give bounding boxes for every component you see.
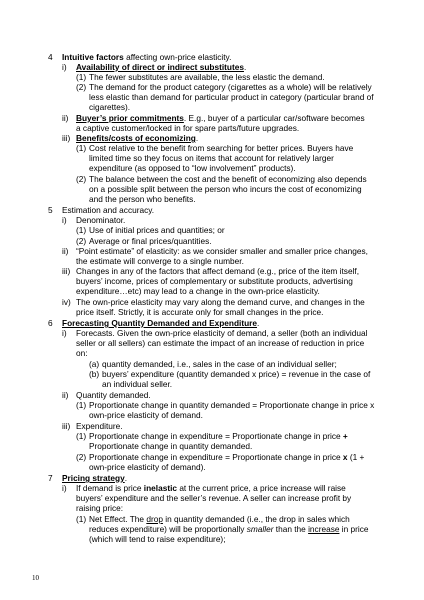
section-4-number: 4 [48,52,53,62]
s5-i-marker: i) [62,215,67,225]
s5-ii-text-line-1: “Point estimate” of elasticity: as we consider smaller and smaller price changes, [76,246,368,256]
section-6-number: 6 [48,318,53,328]
s4-i-2-text-line-1: The demand for the product category (cigarettes as a whole) will be relatively [89,82,372,92]
s4-iii-1-text-line-1: Cost relative to the benefit from searching for better prices. Buyers have [89,143,354,153]
section-4-heading: Intuitive factors affecting own-price elasticity. [62,52,232,62]
s4-iii-heading: Benefits/costs of economizing. [76,133,199,143]
s5-iii-text-line-3: expenditure…etc) may lead to a change in the own-price elasticity. [76,286,320,296]
page-number: 10 [32,574,39,582]
s6-i-marker: i) [62,328,67,338]
s6-ii-1-text-line-1: Proportionate change in quantity demanded = Proportionate change in price x [89,400,375,410]
s4-i-2-text-line-3: cigarettes). [89,102,131,112]
s6-i-b-text-line-2: an individual seller. [102,379,173,389]
s5-iv-marker: iv) [62,297,71,307]
s5-iii-text-line-1: Changes in any of the factors that affect demand (e.g., price of the item itself, [76,266,360,276]
s6-ii-marker: ii) [62,390,69,400]
section-5-heading: Estimation and accuracy. [62,205,155,215]
s6-ii-text: Quantity demanded. [76,390,151,400]
s5-i-1-marker: (1) [76,225,87,235]
section-6-heading: Forecasting Quantity Demanded and Expenditure. [62,318,260,328]
s4-ii-text-line-1: Buyer’s prior commitments. E.g., buyer of a particular car/software becomes [76,113,365,123]
s7-i-1-text-line-3: (which will tend to raise expenditure); [89,534,226,544]
s7-i-1-marker: (1) [76,514,87,524]
s6-ii-1-text-line-2: own-price elasticity of demand. [89,410,203,420]
s4-i-2-marker: (2) [76,82,87,92]
s6-iii-2-text-line-1: Proportionate change in expenditure = Proportionate change in price x (1 + [89,452,365,462]
s6-i-text-line-2: seller or all sellers) can estimate the impact of an increase of reduction in price [76,338,365,348]
s6-iii-1-text-line-1: Proportionate change in expenditure = Proportionate change in price + [89,431,348,441]
s4-iii-2-text-line-3: and the person who benefits. [89,194,196,204]
s6-ii-1-marker: (1) [76,400,87,410]
s5-iv-text-line-1: The own-price elasticity may vary along the demand curve, and changes in the [76,297,365,307]
s7-i-text-line-2: buyers’ expenditure and the seller’s revenue. A seller can increase profit by [76,493,352,503]
s7-i-marker: i) [62,483,67,493]
s5-iii-marker: iii) [62,266,71,276]
s6-i-b-text-line-1: buyers’ expenditure (quantity demanded x price) = revenue in the case of [102,369,371,379]
s6-i-a-text: quantity demanded, i.e., sales in the case of an individual seller; [102,359,337,369]
s4-i-2-text-line-2: less elastic than demand for particular product in category (particular brand of [89,92,374,102]
s4-i-marker: i) [62,62,67,72]
s4-i-heading: Availability of direct or indirect substitutes. [76,62,247,72]
s6-iii-2-marker: (2) [76,452,87,462]
s5-iii-text-line-2: buyers’ income, prices of complementary or substitute products, advertising [76,276,353,286]
s6-iii-1-text-line-2: Proportionate change in quantity demanded. [89,441,253,451]
s4-iii-2-text-line-1: The balance between the cost and the benefit of economizing also depends [89,174,367,184]
section-7-number: 7 [48,473,53,483]
s4-iii-2-text-line-2: on a possible split between the person who incurs the cost of economizing [89,184,362,194]
s4-iii-1-text-line-2: limited time so they focus on items that account for relatively larger [89,153,334,163]
s6-iii-2-text-line-2: own-price elasticity of demand). [89,462,206,472]
s6-i-text-line-1: Forecasts. Given the own-price elasticity of demand, a seller (both an individual [76,328,368,338]
s7-i-1-text-line-1: Net Effect. The drop in quantity demanded (i.e., the drop in sales which [89,514,350,524]
s4-ii-text-line-2: a captive customer/locked in for spare parts/future upgrades. [76,123,300,133]
s6-i-text-line-3: on: [76,348,88,358]
section-5-number: 5 [48,205,53,215]
s6-iii-1-marker: (1) [76,431,87,441]
s4-iii-1-marker: (1) [76,143,87,153]
s6-i-b-marker: (b) [89,369,100,379]
s4-iii-marker: iii) [62,133,71,143]
s5-ii-text-line-2: the estimate will converge to a single number. [76,256,244,266]
s6-i-a-marker: (a) [89,359,100,369]
s7-i-text-line-3: raising price: [76,503,124,513]
s6-iii-marker: iii) [62,421,71,431]
s6-iii-text: Expenditure. [76,421,123,431]
s4-i-1-text: The fewer substitutes are available, the less elastic the demand. [89,72,325,82]
s7-i-text-line-1: If demand is price inelastic at the current price, a price increase will raise [76,483,346,493]
s4-iii-2-marker: (2) [76,174,87,184]
s4-ii-marker: ii) [62,113,69,123]
s4-i-1-marker: (1) [76,72,87,82]
s5-i-1-text: Use of initial prices and quantities; or [89,225,225,235]
s7-i-1-text-line-2: reduces expenditure) will be proportionally smaller than the increase in price [89,524,369,534]
s5-i-text: Denominator. [76,215,126,225]
s5-i-2-marker: (2) [76,236,87,246]
section-7-heading: Pricing strategy. [62,473,128,483]
s4-iii-1-text-line-3: expenditure (as opposed to “low involvement” products). [89,163,296,173]
s5-ii-marker: ii) [62,246,69,256]
s5-i-2-text: Average or final prices/quantities. [89,236,212,246]
s5-iv-text-line-2: price itself. Strictly, it is accurate only for small changes in the price. [76,307,324,317]
